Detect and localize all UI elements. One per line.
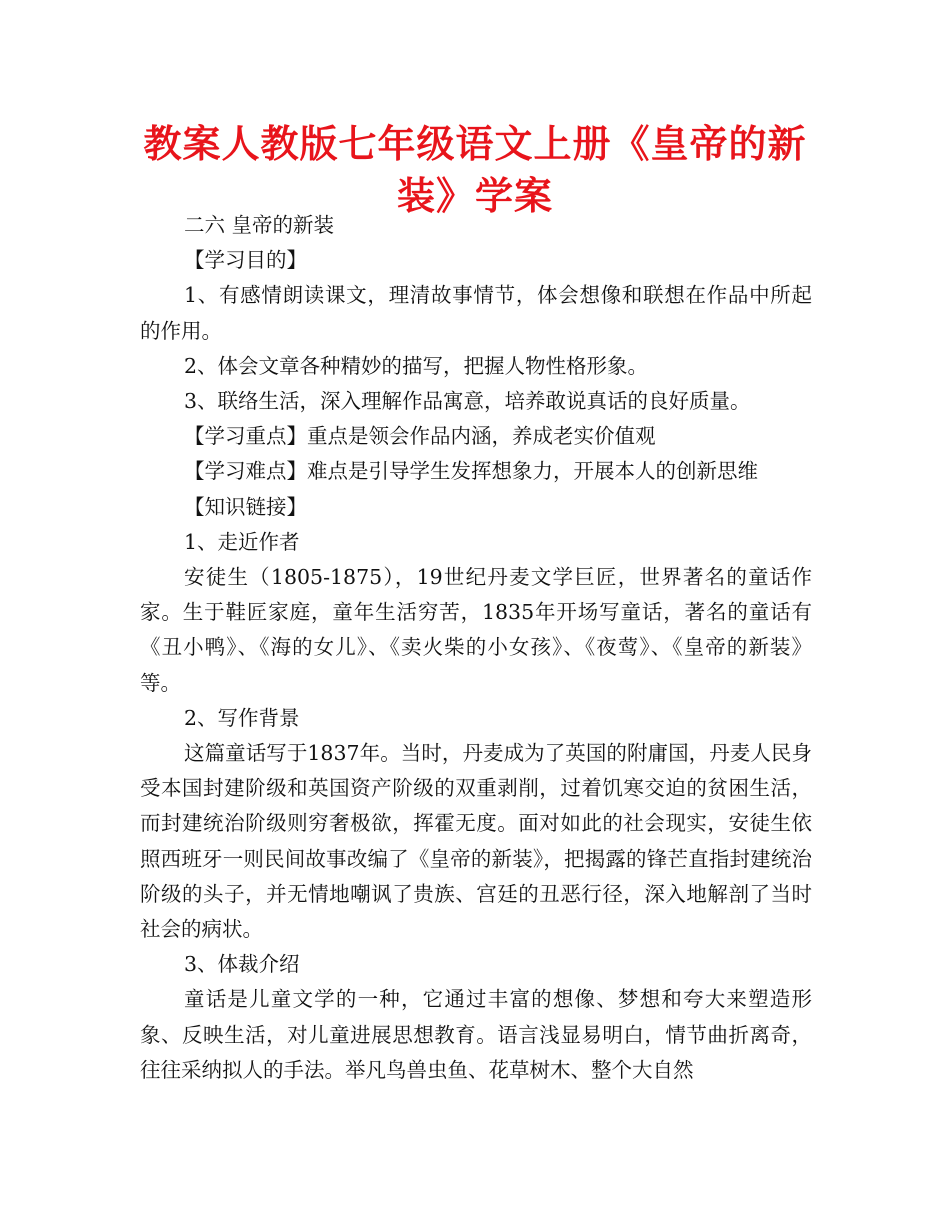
section-heading-knowledge: 【知识链接】	[184, 494, 307, 519]
difficult-points: 【学习难点】难点是引导学生发挥想象力，开展本人的创新思维	[184, 459, 758, 484]
section-heading-objectives: 【学习目的】	[184, 248, 307, 273]
paragraph-background: 这篇童话写于1837年。当时，丹麦成为了英国的附庸国，丹麦人民身受本国封建阶级和英国资产阶级的双重剥削，过着饥寒交迫的贫困生活，而封建统治阶级则穷奢极欲，挥霍无度。面对如此的社会现实，安徒生依照西班牙一则民间故事改编了《皇帝的新装》，把揭露的锋芒直指封建统治阶级的头子，并无情地嘲讽了贵族、宫廷的丑恶行径，深入地解剖了当时社会的病状。	[140, 741, 812, 942]
key-points: 【学习重点】重点是领会作品内涵，养成老实价值观	[184, 424, 656, 449]
document-body	[140, 208, 812, 1088]
objective-item-3: 3、联络生活，深入理解作品寓意，培养敢说真话的良好质量。	[184, 389, 751, 414]
subheading-author: 1、走近作者	[184, 529, 300, 554]
lesson-heading: 二六 皇帝的新装	[184, 213, 335, 237]
document-title	[140, 118, 810, 222]
objective-item-1: 1、有感情朗读课文，理清故事情节，体会想像和联想在作品中所起的作用。	[140, 283, 812, 343]
paragraph-genre: 童话是儿童文学的一种，它通过丰富的想像、梦想和夸大来塑造形象、反映生活，对儿童进展思想教育。语言浅显易明白，情节曲折离奇，往往采纳拟人的手法。举凡鸟兽虫鱼、花草树木、整个大自然	[140, 987, 812, 1082]
title-line-2: 装》学案	[396, 174, 553, 218]
paragraph-author: 安徒生（1805-1875），19世纪丹麦文学巨匠，世界著名的童话作家。生于鞋匠家庭，童年生活穷苦，1835年开场写童话，著名的童话有《丑小鸭》、《海的女儿》、《卖火柴的小女孩》、《夜莺》、《皇帝的新装》等。	[140, 565, 812, 695]
subheading-background: 2、写作背景	[184, 705, 300, 730]
objective-item-2: 2、体会文章各种精妙的描写，把握人物性格形象。	[184, 353, 649, 378]
title-line-1: 教案人教版七年级语文上册《皇帝的新	[143, 122, 807, 166]
subheading-genre: 3、体裁介绍	[184, 952, 300, 977]
